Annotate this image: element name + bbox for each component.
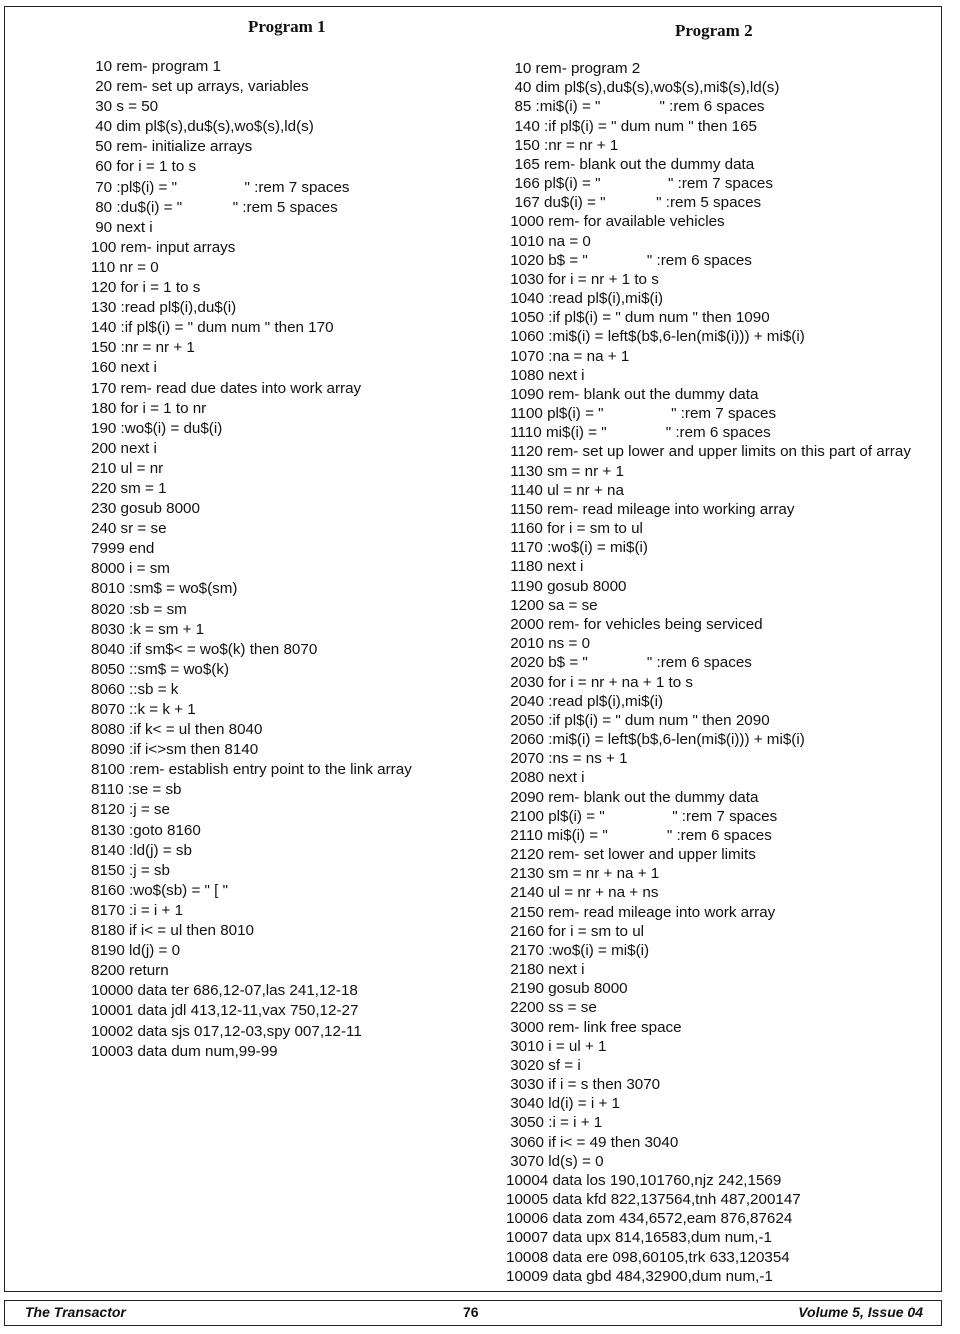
code-line: 240 sr = se bbox=[91, 520, 167, 538]
code-line: 70 :pl$(i) = " " :rem 7 spaces bbox=[91, 178, 350, 196]
code-line: 2150 rem- read mileage into work array bbox=[506, 903, 776, 921]
code-line: 10008 data ere 098,60105,trk 633,120354 bbox=[506, 1248, 790, 1266]
code-line: 40 dim pl$(s),du$(s),wo$(s),ld(s) bbox=[91, 118, 314, 136]
code-line: 8020 :sb = sm bbox=[91, 600, 187, 618]
code-line: 1190 gosub 8000 bbox=[506, 577, 627, 595]
code-line: 10 rem- program 2 bbox=[506, 60, 641, 77]
code-line: 80 :du$(i) = " " :rem 5 spaces bbox=[91, 198, 338, 216]
code-line: 2020 b$ = " " :rem 6 spaces bbox=[506, 654, 752, 672]
code-line: 3040 ld(i) = i + 1 bbox=[506, 1095, 620, 1113]
code-line: 3070 ld(s) = 0 bbox=[506, 1152, 604, 1170]
page-number: 76 bbox=[463, 1304, 479, 1320]
code-line: 10005 data kfd 822,137564,tnh 487,200147 bbox=[506, 1191, 801, 1209]
code-line: 190 :wo$(i) = du$(i) bbox=[91, 419, 223, 437]
code-line: 1040 :read pl$(i),mi$(i) bbox=[506, 290, 663, 308]
code-line: 1080 next i bbox=[506, 366, 585, 384]
code-line: 2080 next i bbox=[506, 769, 585, 787]
code-line: 3050 :i = i + 1 bbox=[506, 1114, 603, 1132]
code-line: 2130 sm = nr + na + 1 bbox=[506, 865, 660, 883]
code-line: 170 rem- read due dates into work array bbox=[91, 379, 362, 397]
code-line: 165 rem- blank out the dummy data bbox=[506, 155, 755, 173]
code-line: 10006 data zom 434,6572,eam 876,87624 bbox=[506, 1210, 793, 1228]
code-line: 8030 :k = sm + 1 bbox=[91, 620, 205, 638]
code-line: 85 :mi$(i) = " " :rem 6 spaces bbox=[506, 98, 765, 116]
code-line: 8160 :wo$(sb) = " [ " bbox=[91, 881, 228, 899]
code-line: 110 nr = 0 bbox=[91, 258, 159, 276]
code-line: 1200 sa = se bbox=[506, 596, 598, 614]
code-line: 1150 rem- read mileage into working array bbox=[506, 500, 795, 518]
code-line: 1000 rem- for available vehicles bbox=[506, 213, 725, 231]
program-2-title: Program 2 bbox=[675, 21, 753, 40]
code-line: 8130 :goto 8160 bbox=[91, 821, 201, 839]
code-line: 10001 data jdl 413,12-11,vax 750,12-27 bbox=[91, 1002, 359, 1020]
code-line: 120 for i = 1 to s bbox=[91, 279, 201, 297]
code-line: 30 s = 50 bbox=[91, 98, 159, 116]
code-line: 20 rem- set up arrays, variables bbox=[91, 78, 309, 96]
code-line: 8140 :ld(j) = sb bbox=[91, 841, 192, 859]
code-line: 60 for i = 1 to s bbox=[91, 158, 197, 176]
code-line: 2140 ul = nr + na + ns bbox=[506, 884, 659, 902]
code-line: 8060 ::sb = k bbox=[91, 680, 179, 698]
code-line: 8000 i = sm bbox=[91, 560, 170, 578]
code-line: 1100 pl$(i) = " " :rem 7 spaces bbox=[506, 405, 777, 423]
code-line: 180 for i = 1 to nr bbox=[91, 399, 207, 417]
code-line: 40 dim pl$(s),du$(s),wo$(s),mi$(s),ld(s) bbox=[506, 79, 780, 97]
program-1-title: Program 1 bbox=[248, 17, 326, 36]
code-line: 10000 data ter 686,12-07,las 241,12-18 bbox=[91, 982, 358, 1000]
code-line: 160 next i bbox=[91, 359, 157, 377]
program-1-listing bbox=[91, 57, 491, 1062]
code-line: 8090 :if i<>sm then 8140 bbox=[91, 741, 259, 759]
magazine-name: The Transactor bbox=[25, 1304, 126, 1320]
code-line: 3060 if i< = 49 then 3040 bbox=[506, 1133, 679, 1151]
code-line: 8200 return bbox=[91, 962, 169, 980]
code-line: 1180 next i bbox=[506, 558, 584, 576]
code-line: 2200 ss = se bbox=[506, 999, 597, 1017]
code-line: 1090 rem- blank out the dummy data bbox=[506, 385, 759, 403]
code-line: 3010 i = ul + 1 bbox=[506, 1037, 607, 1055]
code-line: 3000 rem- link free space bbox=[506, 1018, 682, 1036]
code-line: 8190 ld(j) = 0 bbox=[91, 942, 181, 960]
code-line: 8170 :i = i + 1 bbox=[91, 901, 184, 919]
code-line: 2090 rem- blank out the dummy data bbox=[506, 788, 759, 806]
code-line: 2050 :if pl$(i) = " dum num " then 2090 bbox=[506, 711, 770, 729]
code-line: 2110 mi$(i) = " " :rem 6 spaces bbox=[506, 826, 772, 844]
code-line: 130 :read pl$(i),du$(i) bbox=[91, 299, 237, 317]
code-line: 150 :nr = nr + 1 bbox=[91, 339, 195, 357]
code-line: 8110 :se = sb bbox=[91, 781, 182, 799]
code-line: 90 next i bbox=[91, 218, 153, 236]
code-line: 1030 for i = nr + 1 to s bbox=[506, 270, 659, 288]
code-line: 8080 :if k< = ul then 8040 bbox=[91, 721, 263, 739]
code-line: 100 rem- input arrays bbox=[91, 238, 236, 256]
code-line: 2120 rem- set lower and upper limits bbox=[506, 846, 756, 864]
code-line: 1120 rem- set up lower and upper limits on this part of array bbox=[506, 443, 911, 461]
code-line: 2170 :wo$(i) = mi$(i) bbox=[506, 941, 650, 959]
program-2-listing bbox=[506, 59, 938, 1286]
code-line: 150 :nr = nr + 1 bbox=[506, 136, 619, 154]
code-line: 8100 :rem- establish entry point to the link array bbox=[91, 761, 412, 779]
code-line: 2010 ns = 0 bbox=[506, 635, 591, 653]
code-line: 8150 :j = sb bbox=[91, 861, 170, 879]
code-line: 140 :if pl$(i) = " dum num " then 170 bbox=[91, 319, 334, 337]
code-line: 8040 :if sm$< = wo$(k) then 8070 bbox=[91, 640, 318, 658]
code-line: 10003 data dum num,99-99 bbox=[91, 1042, 278, 1060]
code-line: 2070 :ns = ns + 1 bbox=[506, 750, 628, 768]
code-line: 8010 :sm$ = wo$(sm) bbox=[91, 580, 238, 598]
issue-label: Volume 5, Issue 04 bbox=[798, 1304, 923, 1320]
code-line: 1010 na = 0 bbox=[506, 232, 591, 250]
code-line: 8050 ::sm$ = wo$(k) bbox=[91, 660, 230, 678]
code-line: 2030 for i = nr + na + 1 to s bbox=[506, 673, 694, 691]
code-line: 1130 sm = nr + 1 bbox=[506, 462, 624, 480]
code-line: 1110 mi$(i) = " " :rem 6 spaces bbox=[506, 424, 771, 442]
code-line: 8070 ::k = k + 1 bbox=[91, 701, 196, 718]
code-line: 10 rem- program 1 bbox=[91, 58, 221, 75]
code-line: 230 gosub 8000 bbox=[91, 500, 200, 518]
code-line: 220 sm = 1 bbox=[91, 479, 167, 497]
code-line: 7999 end bbox=[91, 540, 155, 558]
code-line: 10004 data los 190,101760,njz 242,1569 bbox=[506, 1171, 782, 1189]
code-line: 10007 data upx 814,16583,dum num,-1 bbox=[506, 1229, 772, 1247]
code-line: 10002 data sjs 017,12-03,spy 007,12-11 bbox=[91, 1022, 362, 1040]
code-line: 166 pl$(i) = " " :rem 7 spaces bbox=[506, 175, 773, 193]
code-line: 1020 b$ = " " :rem 6 spaces bbox=[506, 251, 752, 269]
code-line: 3030 if i = s then 3070 bbox=[506, 1076, 661, 1094]
code-line: 167 du$(i) = " " :rem 5 spaces bbox=[506, 194, 762, 212]
code-line: 2180 next i bbox=[506, 961, 585, 979]
code-line: 1060 :mi$(i) = left$(b$,6-len(mi$(i))) + mi$(i) bbox=[506, 328, 805, 346]
code-line: 10009 data gbd 484,32900,dum num,-1 bbox=[506, 1267, 773, 1285]
code-line: 2060 :mi$(i) = left$(b$,6-len(mi$(i))) + mi$(i) bbox=[506, 731, 805, 749]
code-line: 2100 pl$(i) = " " :rem 7 spaces bbox=[506, 807, 778, 825]
page-footer bbox=[4, 1300, 942, 1326]
code-line: 140 :if pl$(i) = " dum num " then 165 bbox=[506, 117, 757, 135]
code-line: 1050 :if pl$(i) = " dum num " then 1090 bbox=[506, 309, 770, 327]
code-line: 1170 :wo$(i) = mi$(i) bbox=[506, 539, 648, 557]
code-line: 210 ul = nr bbox=[91, 459, 164, 477]
code-line: 2190 gosub 8000 bbox=[506, 980, 628, 998]
code-line: 2000 rem- for vehicles being serviced bbox=[506, 615, 763, 633]
code-line: 8120 :j = se bbox=[91, 801, 170, 819]
code-line: 2160 for i = sm to ul bbox=[506, 922, 645, 940]
code-line: 1140 ul = nr + na bbox=[506, 481, 624, 499]
code-line: 3020 sf = i bbox=[506, 1056, 581, 1074]
code-line: 200 next i bbox=[91, 439, 157, 457]
code-line: 2040 :read pl$(i),mi$(i) bbox=[506, 692, 663, 710]
code-line: 8180 if i< = ul then 8010 bbox=[91, 922, 254, 940]
code-line: 1070 :na = na + 1 bbox=[506, 347, 630, 365]
code-line: 1160 for i = sm to ul bbox=[506, 520, 643, 538]
code-line: 50 rem- initialize arrays bbox=[91, 138, 253, 156]
